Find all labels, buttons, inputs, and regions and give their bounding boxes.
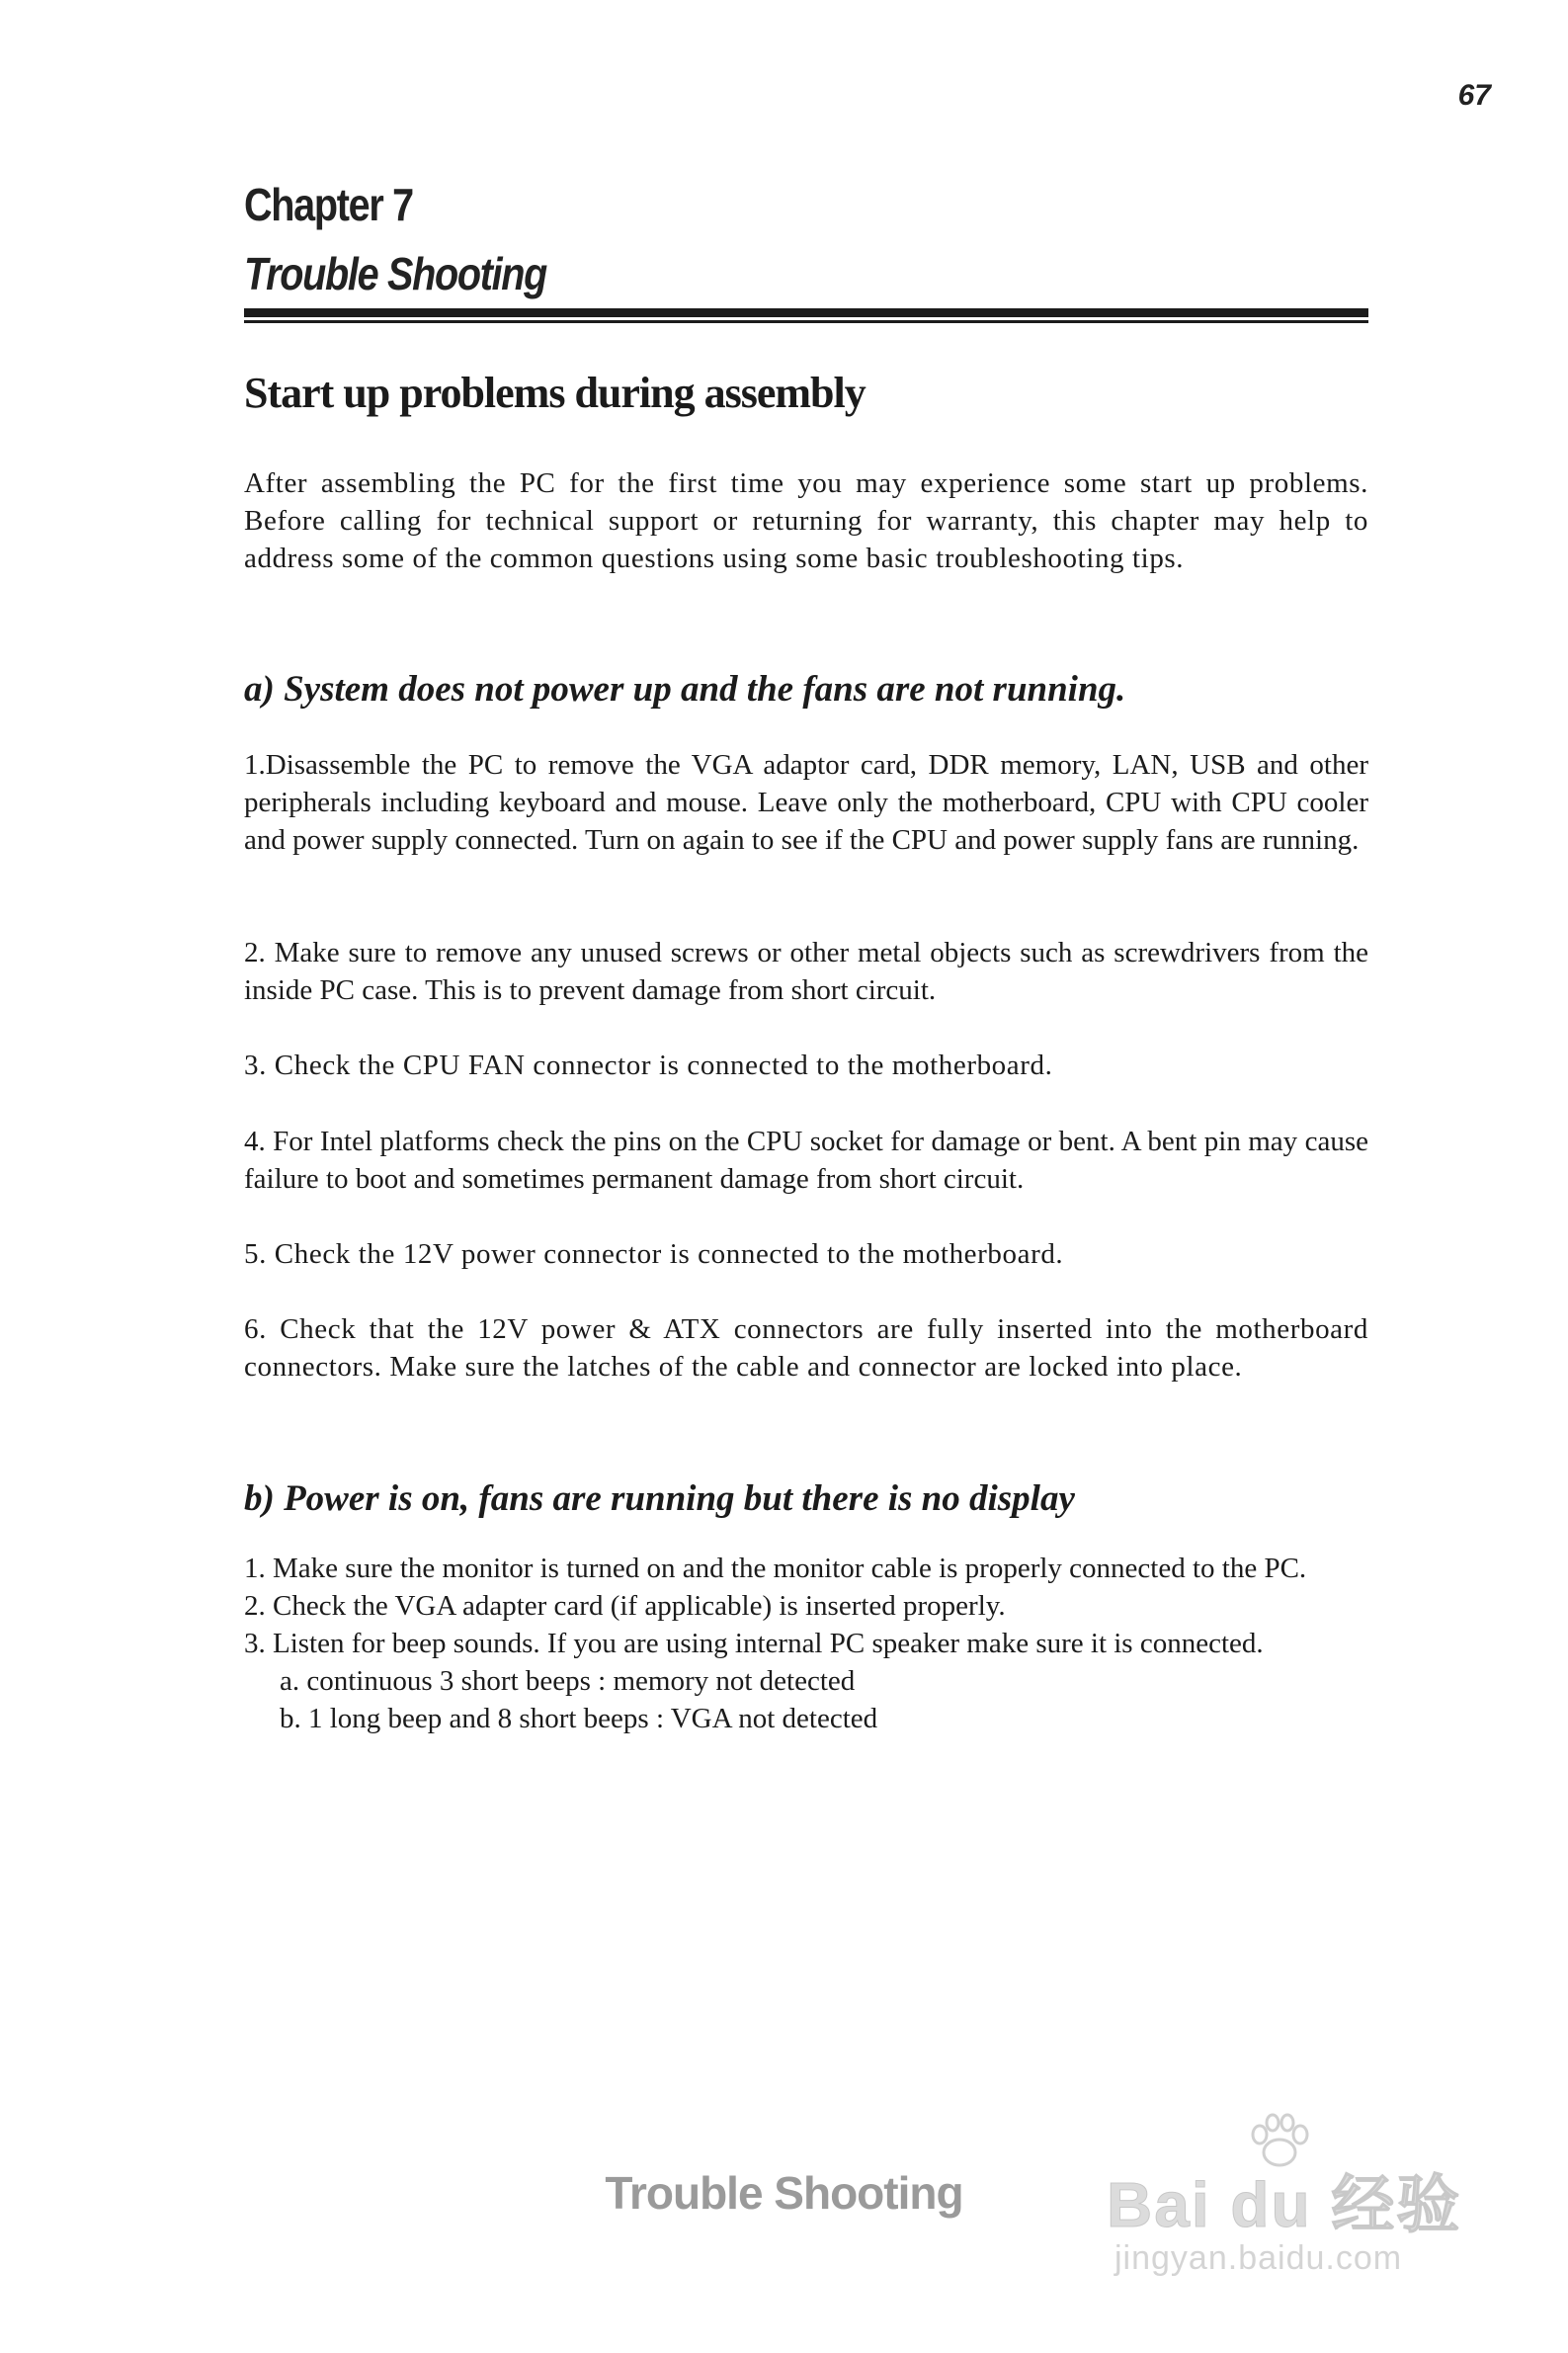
intro-paragraph: After assembling the PC for the first time you may experience some start up problems. Before calling for technical support or returning for warranty, this chapter may help to address some of the common questions using some basic troubleshooting tips. <box>244 467 1368 574</box>
part-b-item-2: 2. Check the VGA adapter card (if applicable) is inserted properly. <box>244 1590 1006 1622</box>
watermark-brand: Bai du 经验 <box>1107 2169 1462 2240</box>
part-a-heading: a) System does not power up and the fans are not running. <box>244 669 1126 710</box>
chapter-rule-thick <box>244 308 1368 317</box>
chapter-title: Trouble Shooting <box>244 248 547 299</box>
part-b-list <box>244 1550 1368 1737</box>
beep-code-a: a. continuous 3 short beeps : memory not detected <box>280 1665 856 1697</box>
part-a-item-3: 3. Check the CPU FAN connector is connected to the motherboard. <box>244 1050 1053 1081</box>
chapter-rule-thin <box>244 320 1368 323</box>
part-b-item-1: 1. Make sure the monitor is turned on and the monitor cable is properly connected to the PC. <box>244 1553 1307 1584</box>
part-a-item-6: 6. Check that the 12V power & ATX connectors are fully inserted into the motherboard connectors. Make sure the latches of the cable and connector are locked into place. <box>244 1313 1368 1383</box>
part-a-item-5: 5. Check the 12V power connector is connected to the motherboard. <box>244 1238 1064 1270</box>
section-title: Start up problems during assembly <box>244 369 866 417</box>
part-a-item-2: 2. Make sure to remove any unused screws or other metal objects such as screwdrivers from the inside PC case. This is to prevent damage from short circuit. <box>244 937 1368 1006</box>
part-b-item-3: 3. Listen for beep sounds. If you are using internal PC speaker make sure it is connected. <box>244 1628 1264 1659</box>
watermark-url: jingyan.baidu.com <box>1114 2239 1403 2277</box>
part-b-heading: b) Power is on, fans are running but there is no display <box>244 1478 1075 1519</box>
chapter-label: Chapter 7 <box>244 179 413 230</box>
footer-title: Trouble Shooting <box>605 2167 963 2219</box>
part-a-item-1: 1.Disassemble the PC to remove the VGA adaptor card, DDR memory, LAN, USB and other peripherals including keyboard and mouse. Leave only the motherboard, CPU with CPU cooler and power supply connected. Turn on again to see if the CPU and power supply fans are running. <box>244 749 1368 856</box>
page-number: 67 <box>1457 79 1491 112</box>
beep-code-b: b. 1 long beep and 8 short beeps : VGA not detected <box>280 1703 878 1734</box>
baidu-watermark <box>1107 2113 1462 2286</box>
part-a-item-4: 4. For Intel platforms check the pins on the CPU socket for damage or bent. A bent pin may cause failure to boot and sometimes permanent damage from short circuit. <box>244 1126 1368 1195</box>
